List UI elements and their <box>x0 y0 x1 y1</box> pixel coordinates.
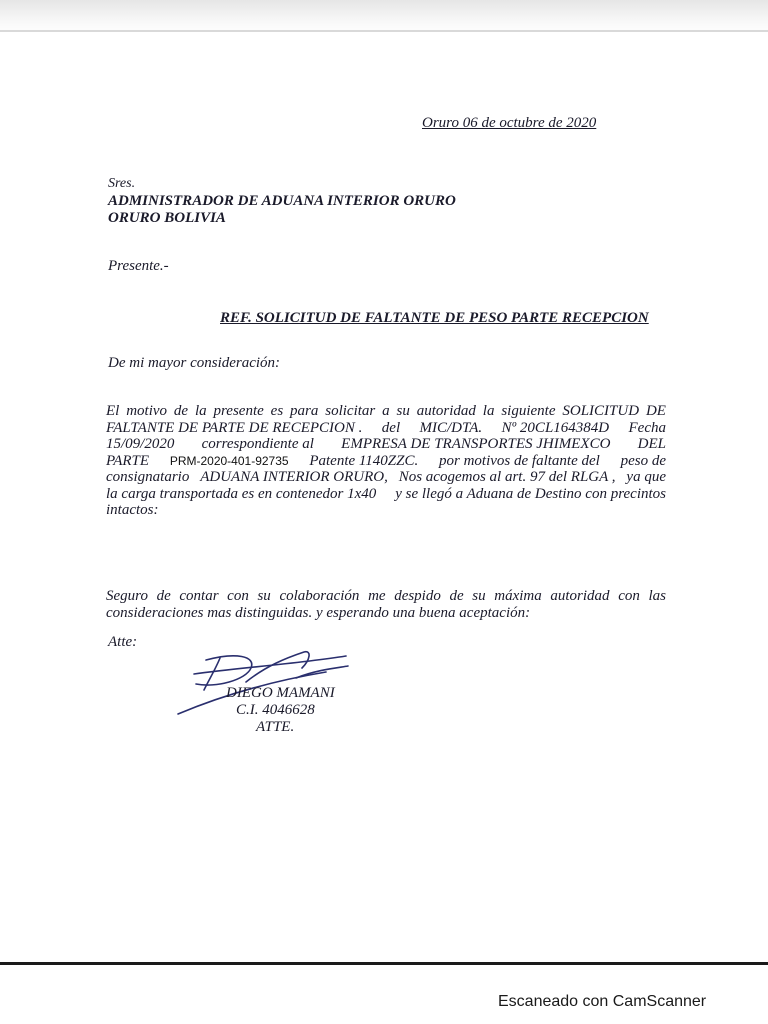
camscanner-watermark: Escaneado con CamScanner <box>498 993 707 1010</box>
letter-body <box>106 403 666 519</box>
body-line-6: la carga transportada es en contenedor 1x40 y se llegó a Aduana de Destino con precintos <box>106 485 666 502</box>
body-line-4: PARTE PRM-2020-401-92735 Patente 1140ZZC. por motivos de faltante del peso de <box>106 452 666 469</box>
body-line-3: 15/09/2020 correspondiente al EMPRESA DE TRANSPORTES JHIMEXCO DEL <box>106 436 666 452</box>
signer-name: DIEGO MAMANI <box>226 685 335 701</box>
body-line-5: consignatario ADUANA INTERIOR ORURO, Nos acogemos al art. 97 del RLGA , ya que <box>106 469 666 485</box>
body-line-2: FALTANTE DE PARTE DE RECEPCION . del MIC/DTA. Nº 20CL164384D Fecha <box>106 419 666 436</box>
record-stamp: PRM-2020-401-92735 <box>169 453 289 468</box>
signer-id: C.I. 4046628 <box>236 702 315 718</box>
closing-line-1: Seguro de contar con su colaboración me despido de su máxima autoridad con las <box>106 588 666 604</box>
body-line-7: intactos: <box>106 502 159 518</box>
greeting: De mi mayor consideración: <box>108 355 281 371</box>
closing-paragraph <box>106 588 666 622</box>
salutation: Sres. <box>108 176 136 191</box>
recipient-title: ADMINISTRADOR DE ADUANA INTERIOR ORURO <box>108 193 456 209</box>
reference-line: REF. SOLICITUD DE FALTANTE DE PESO PARTE RECEPCION <box>220 310 649 326</box>
letter-date: Oruro 06 de octubre de 2020 <box>422 115 597 131</box>
signer-atte: ATTE. <box>256 719 295 735</box>
scan-edge <box>0 0 768 34</box>
atte-label: Atte: <box>108 634 138 650</box>
body-line-1: El motivo de la presente es para solicitar a su autoridad la siguiente SOLICITUD DE <box>106 403 666 419</box>
closing-line-2: consideraciones mas distinguidas. y esperando una buena aceptación: <box>106 605 531 621</box>
recipient-location: ORURO BOLIVIA <box>108 210 226 226</box>
presente-text: Presente.- <box>108 258 169 274</box>
